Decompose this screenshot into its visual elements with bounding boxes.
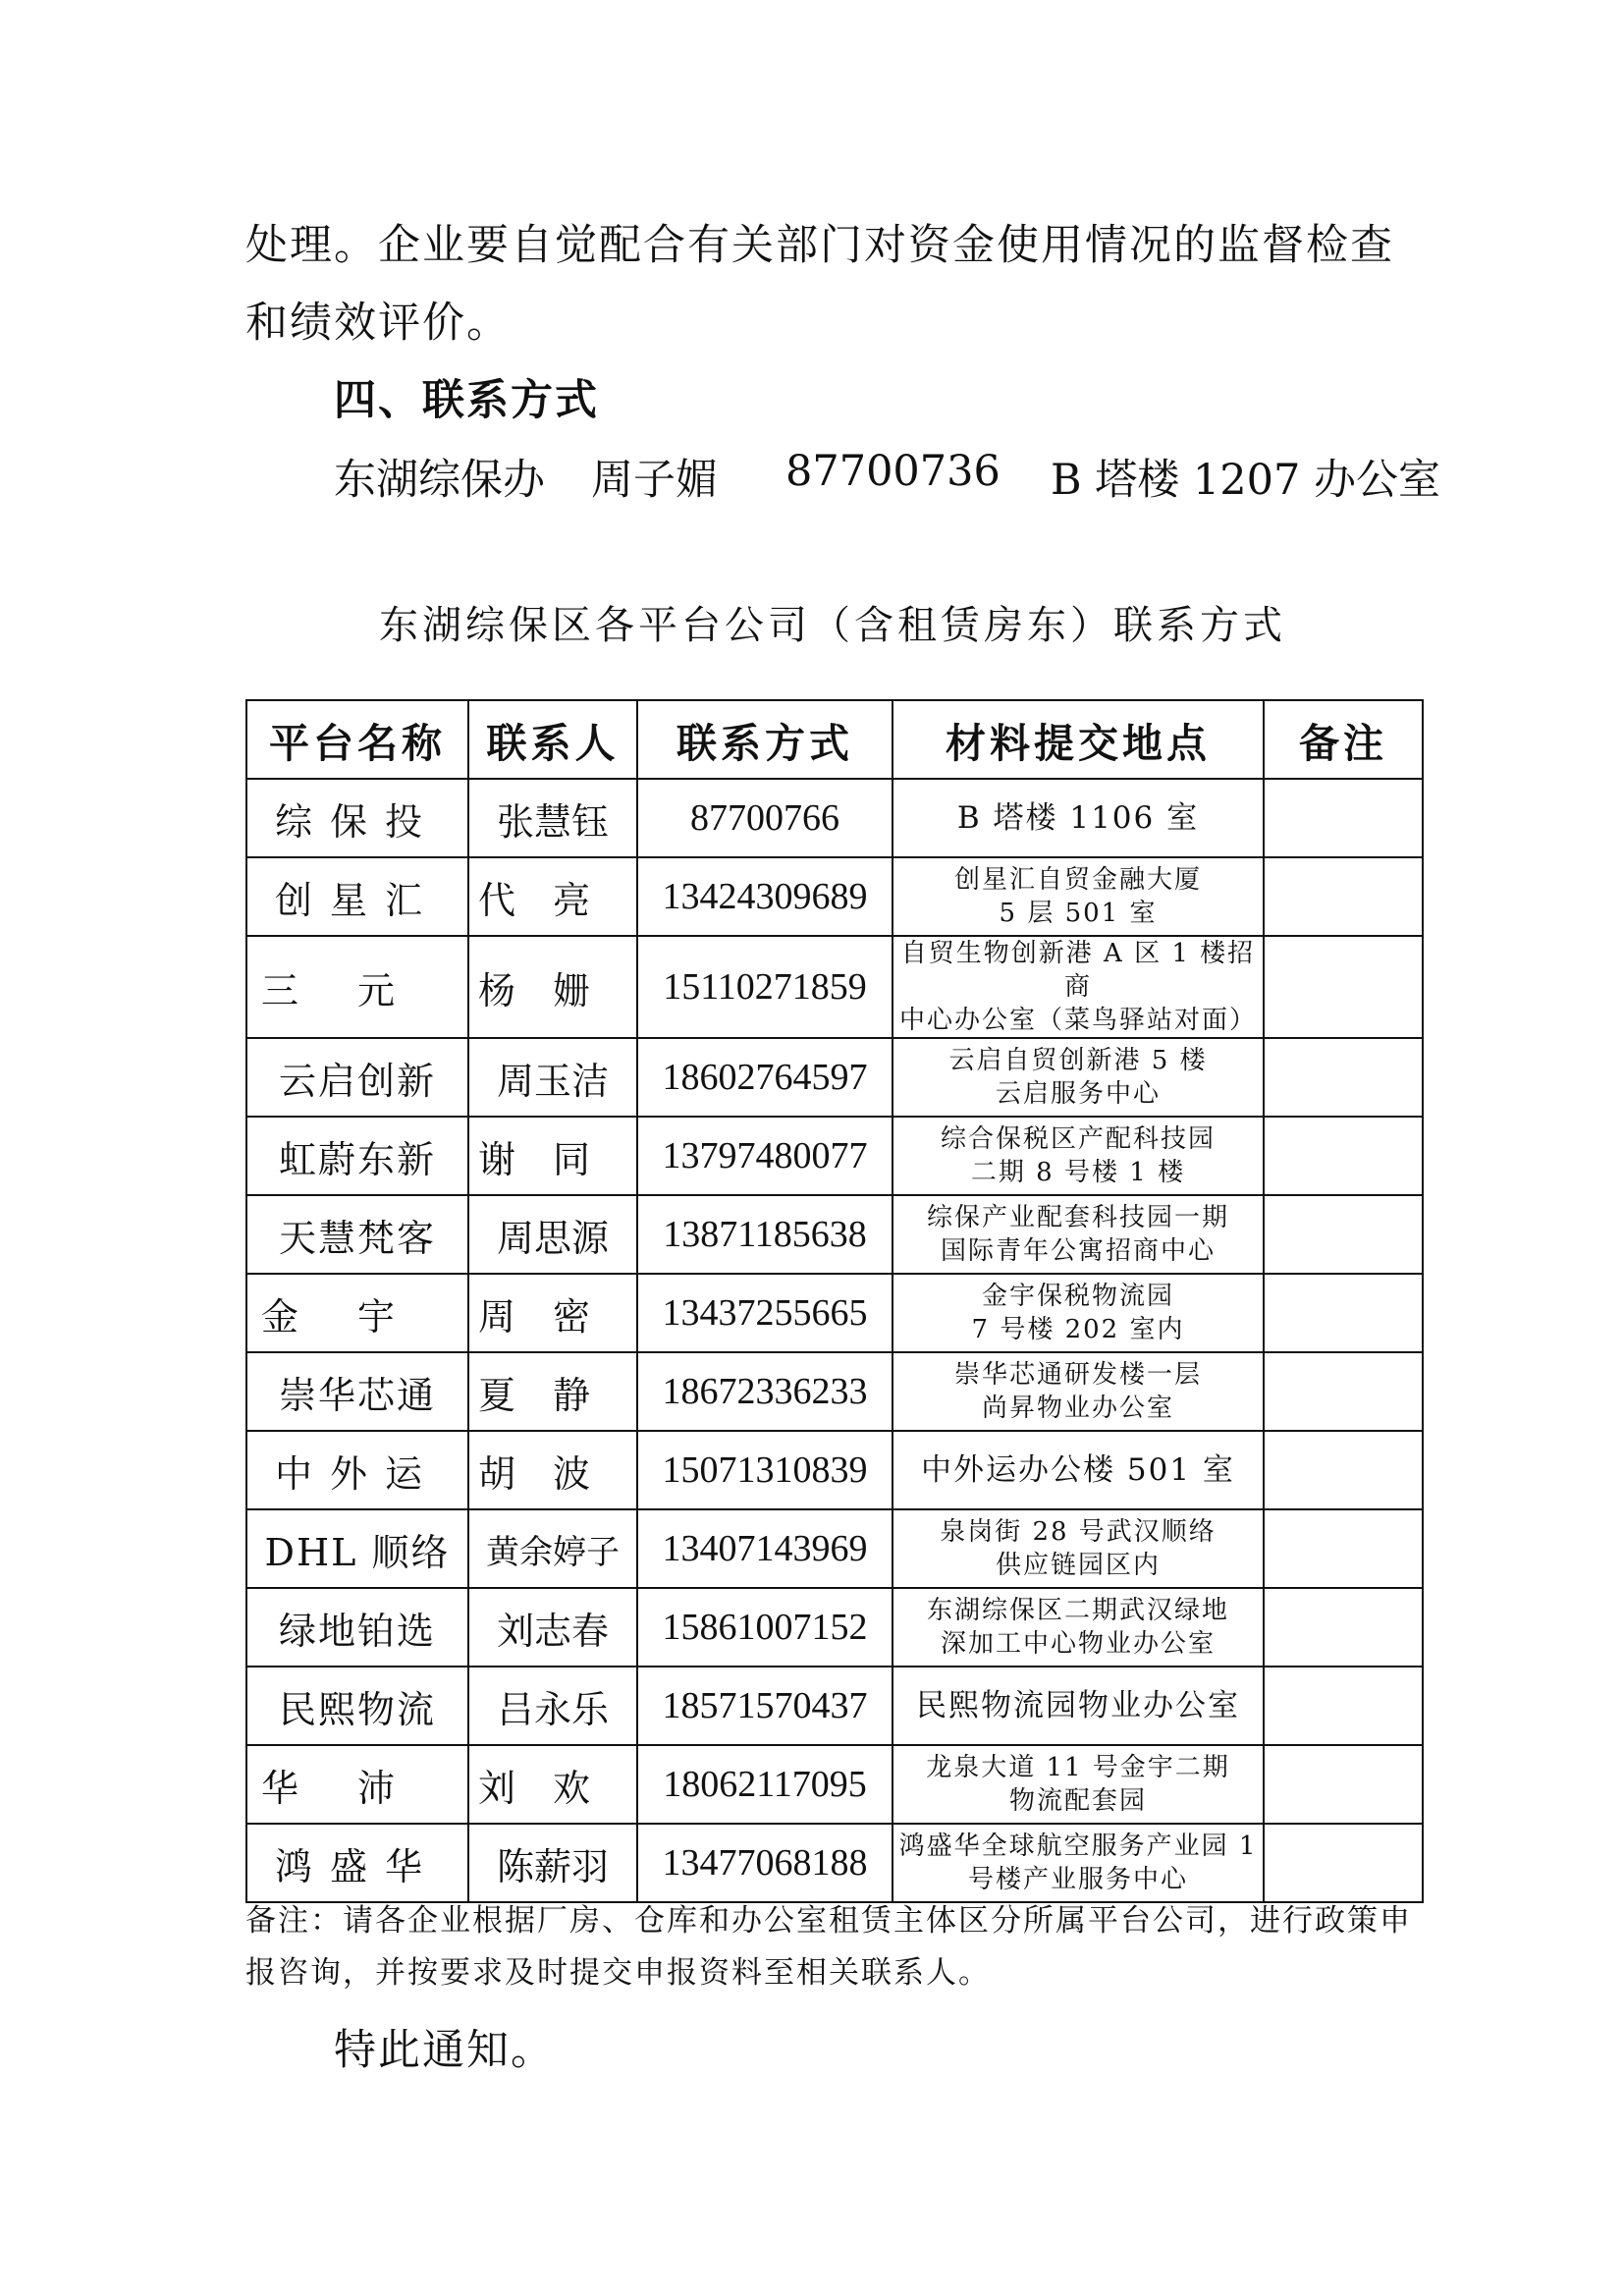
cell-submission-location xyxy=(893,779,1264,857)
cell-contact-person: 夏静 xyxy=(468,1352,637,1431)
cell-submission-location xyxy=(893,1195,1264,1274)
cell-platform-name: 鸿盛华 xyxy=(246,1824,468,1902)
location-line-2: 号楼产业服务中心 xyxy=(967,1865,1188,1894)
cell-contact-person: 吕永乐 xyxy=(468,1667,637,1745)
location-line-2: 尚昇物业办公室 xyxy=(981,1394,1174,1423)
table-row xyxy=(246,1824,1423,1902)
location-line-1: 龙泉大道 11 号金宇二期 xyxy=(926,1753,1230,1782)
cell-contact-person: 刘欢 xyxy=(468,1745,637,1824)
table-row xyxy=(246,1352,1423,1431)
location-line-2: 供应链园区内 xyxy=(995,1551,1161,1580)
cell-contact-person: 胡波 xyxy=(468,1431,637,1509)
cell-phone: 18571570437 xyxy=(637,1667,893,1745)
cell-remarks xyxy=(1264,1431,1423,1509)
cell-platform-name: 绿地铂选 xyxy=(246,1588,468,1667)
cell-remarks xyxy=(1264,1667,1423,1745)
cell-remarks xyxy=(1264,1274,1423,1352)
table-row xyxy=(246,1588,1423,1667)
cell-platform-name: 华沛 xyxy=(246,1745,468,1824)
column-header-remarks: 备注 xyxy=(1264,700,1423,779)
table-row xyxy=(246,1274,1423,1352)
closing-line: 特此通知。 xyxy=(334,2026,555,2075)
cell-phone: 13797480077 xyxy=(637,1117,893,1195)
cell-remarks xyxy=(1264,1117,1423,1195)
location-line-1: B 塔楼 1106 室 xyxy=(956,800,1200,836)
column-header-submission-location: 材料提交地点 xyxy=(893,700,1264,779)
location-line-1: 中外运办公楼 501 室 xyxy=(921,1452,1235,1488)
cell-platform-name: 崇华芯通 xyxy=(246,1352,468,1431)
location-line-2: 国际青年公寓招商中心 xyxy=(940,1236,1216,1266)
cell-submission-location xyxy=(893,1824,1264,1902)
location-line-1: 民熙物流园物业办公室 xyxy=(916,1688,1240,1723)
column-header-platform: 平台名称 xyxy=(246,700,468,779)
table-footnote: 备注：请各企业根据厂房、仓库和办公室租赁主体区分所属平台公司，进行政策申报咨询，并按要求及时提交申报资料至相关联系人。 xyxy=(245,1903,1412,1991)
cell-submission-location xyxy=(893,1745,1264,1824)
section-heading: 四、联系方式 xyxy=(334,376,599,425)
cell-phone: 15071310839 xyxy=(637,1431,893,1509)
cell-remarks xyxy=(1264,1745,1423,1824)
cell-phone: 13424309689 xyxy=(637,857,893,936)
location-line-2: 5 层 501 室 xyxy=(999,899,1158,928)
location-line-1: 金宇保税物流园 xyxy=(981,1282,1174,1311)
location-line-1: 综合保税区产配科技园 xyxy=(940,1124,1216,1154)
cell-remarks xyxy=(1264,1588,1423,1667)
cell-remarks xyxy=(1264,1195,1423,1274)
cell-contact-person: 杨姗 xyxy=(468,936,637,1038)
cell-phone: 18672336233 xyxy=(637,1352,893,1431)
location-line-2: 深加工中心物业办公室 xyxy=(940,1629,1216,1659)
cell-phone: 15110271859 xyxy=(637,936,893,1038)
location-line-1: 综保产业配套科技园一期 xyxy=(926,1203,1229,1232)
cell-submission-location xyxy=(893,857,1264,936)
cell-contact-person: 代亮 xyxy=(468,857,637,936)
cell-submission-location xyxy=(893,1509,1264,1588)
cell-submission-location xyxy=(893,1352,1264,1431)
location-line-2: 物流配套园 xyxy=(1008,1786,1147,1816)
table-title: 东湖综保区各平台公司（含租赁房东）联系方式 xyxy=(379,603,1286,648)
column-header-contact-method: 联系方式 xyxy=(637,700,893,779)
cell-phone: 87700766 xyxy=(637,779,893,857)
cell-submission-location xyxy=(893,1431,1264,1509)
cell-submission-location xyxy=(893,1274,1264,1352)
cell-submission-location xyxy=(893,936,1264,1038)
cell-phone: 13871185638 xyxy=(637,1195,893,1274)
platform-contacts-table xyxy=(245,699,1424,1903)
table-row xyxy=(246,1117,1423,1195)
cell-contact-person: 刘志春 xyxy=(468,1588,637,1667)
cell-platform-name: 三元 xyxy=(246,936,468,1038)
contact-person: 周子媚 xyxy=(591,456,718,505)
contact-phone: 87700736 xyxy=(785,447,1001,496)
cell-phone: 13407143969 xyxy=(637,1509,893,1588)
cell-platform-name: 云启创新 xyxy=(246,1038,468,1117)
cell-platform-name: 天慧梵客 xyxy=(246,1195,468,1274)
cell-contact-person: 黄余婷子 xyxy=(468,1509,637,1588)
cell-remarks xyxy=(1264,1824,1423,1902)
cell-remarks xyxy=(1264,1352,1423,1431)
cell-remarks xyxy=(1264,857,1423,936)
cell-platform-name: 金宇 xyxy=(246,1274,468,1352)
cell-contact-person: 周密 xyxy=(468,1274,637,1352)
cell-phone: 18602764597 xyxy=(637,1038,893,1117)
cell-submission-location xyxy=(893,1038,1264,1117)
location-line-1: 创星汇自贸金融大厦 xyxy=(953,865,1202,895)
location-line-1: 鸿盛华全球航空服务产业园 1 xyxy=(898,1831,1258,1861)
cell-contact-person: 周思源 xyxy=(468,1195,637,1274)
cell-platform-name: DHL 顺络 xyxy=(246,1509,468,1588)
cell-remarks xyxy=(1264,1038,1423,1117)
cell-platform-name: 虹蔚东新 xyxy=(246,1117,468,1195)
table-row xyxy=(246,1195,1423,1274)
cell-phone: 13437255665 xyxy=(637,1274,893,1352)
location-line-1: 崇华芯通研发楼一层 xyxy=(953,1360,1202,1390)
cell-platform-name: 中外运 xyxy=(246,1431,468,1509)
cell-phone: 18062117095 xyxy=(637,1745,893,1824)
cell-contact-person: 谢同 xyxy=(468,1117,637,1195)
column-header-contact-person: 联系人 xyxy=(468,700,637,779)
table-row xyxy=(246,936,1423,1038)
body-paragraph-line-2: 和绩效评价。 xyxy=(245,299,511,348)
cell-submission-location xyxy=(893,1588,1264,1667)
cell-platform-name: 创星汇 xyxy=(246,857,468,936)
body-paragraph-line-1: 处理。企业要自觉配合有关部门对资金使用情况的监督检查 xyxy=(245,221,1394,270)
location-line-2: 7 号楼 202 室内 xyxy=(971,1315,1185,1344)
cell-platform-name: 民熙物流 xyxy=(246,1667,468,1745)
location-line-2: 云启服务中心 xyxy=(995,1079,1161,1109)
cell-submission-location xyxy=(893,1667,1264,1745)
table-row xyxy=(246,1745,1423,1824)
cell-remarks xyxy=(1264,779,1423,857)
location-line-2: 二期 8 号楼 1 楼 xyxy=(970,1158,1186,1187)
location-line-1: 自贸生物创新港 A 区 1 楼招商 xyxy=(900,939,1256,1002)
location-line-2: 中心办公室（菜鸟驿站对面） xyxy=(898,1006,1257,1035)
cell-contact-person: 周玉洁 xyxy=(468,1038,637,1117)
contact-location: B 塔楼 1207 办公室 xyxy=(1051,456,1441,505)
location-line-1: 云启自贸创新港 5 楼 xyxy=(948,1046,1208,1075)
table-row xyxy=(246,1038,1423,1117)
table-row xyxy=(246,779,1423,857)
cell-contact-person: 张慧钰 xyxy=(468,779,637,857)
cell-submission-location xyxy=(893,1117,1264,1195)
table-row xyxy=(246,857,1423,936)
table-header-row xyxy=(246,700,1423,779)
table-row xyxy=(246,1667,1423,1745)
cell-remarks xyxy=(1264,1509,1423,1588)
location-line-1: 东湖综保区二期武汉绿地 xyxy=(926,1596,1229,1625)
cell-phone: 15861007152 xyxy=(637,1588,893,1667)
cell-platform-name: 综保投 xyxy=(246,779,468,857)
location-line-1: 泉岗街 28 号武汉顺络 xyxy=(940,1517,1217,1547)
contact-org: 东湖综保办 xyxy=(334,456,545,505)
table-row xyxy=(246,1509,1423,1588)
cell-remarks xyxy=(1264,936,1423,1038)
table-row xyxy=(246,1431,1423,1509)
cell-contact-person: 陈薪羽 xyxy=(468,1824,637,1902)
cell-phone: 13477068188 xyxy=(637,1824,893,1902)
